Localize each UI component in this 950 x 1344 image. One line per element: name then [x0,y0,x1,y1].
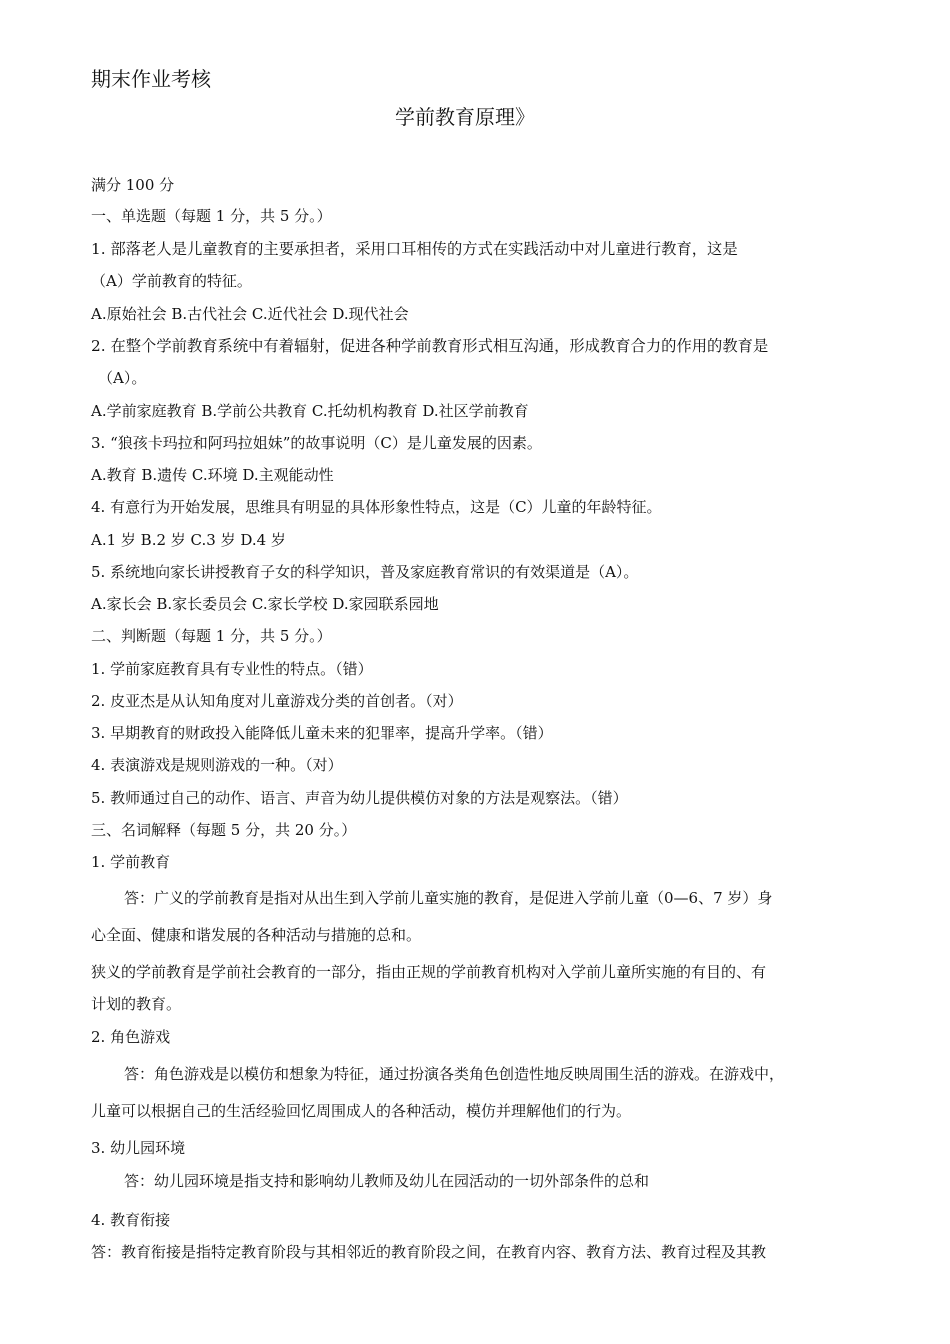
term-title: 4. 教育衔接 [91,1211,171,1229]
term-title: 1. 学前教育 [91,853,171,871]
document-title: 学前教育原理》 [395,105,535,129]
question-text: 2. 在整个学前教育系统中有着辐射，促进各种学前教育形式相互沟通，形成教育合力的作用的教育是 [91,337,769,355]
question-text: 5. 系统地向家长讲授教育子女的科学知识，普及家庭教育常识的有效渠道是（A）。 [91,563,639,581]
term-answer: 答：幼儿园环境是指支持和影响幼儿教师及幼儿在园活动的一切外部条件的总和 [124,1172,650,1190]
section-heading: 三、名词解释（每题 5 分，共 20 分。） [91,821,357,839]
full-score: 满分 100 分 [91,176,175,194]
judgment-item: 2. 皮亚杰是从认知角度对儿童游戏分类的首创者。（对） [91,692,463,710]
term-answer: 答：角色游戏是以模仿和想象为特征，通过扮演各类角色创造性地反映周围生活的游戏。在游戏中， [124,1065,785,1083]
term-answer: 计划的教育。 [91,995,182,1013]
question-text: （A）学前教育的特征。 [91,272,252,290]
term-answer: 答：广义的学前教育是指对从出生到入学前儿童实施的教育，是促进入学前儿童（0—6、7 岁）身 [124,889,773,907]
question-text: （A）。 [98,369,147,387]
question-options: A.家长会 B.家长委员会 C.家长学校 D.家园联系园地 [91,595,439,613]
question-options: A.1 岁 B.2 岁 C.3 岁 D.4 岁 [91,531,286,549]
question-text: 4. 有意行为开始发展，思维具有明显的具体形象性特点，这是（C）儿童的年龄特征。 [91,498,662,516]
question-options: A.原始社会 B.古代社会 C.近代社会 D.现代社会 [91,305,409,323]
section-heading: 二、判断题（每题 1 分，共 5 分。） [91,627,332,645]
judgment-item: 1. 学前家庭教育具有专业性的特点。（错） [91,660,373,678]
header-label: 期末作业考核 [91,67,211,91]
question-text: 3. “狼孩卡玛拉和阿玛拉姐妹”的故事说明（C）是儿童发展的因素。 [91,434,542,452]
question-options: A.学前家庭教育 B.学前公共教育 C.托幼机构教育 D.社区学前教育 [91,402,529,420]
judgment-item: 4. 表演游戏是规则游戏的一种。（对） [91,756,343,774]
term-title: 2. 角色游戏 [91,1028,171,1046]
term-answer: 狭义的学前教育是学前社会教育的一部分，指由正规的学前教育机构对入学前儿童所实施的有目的、有 [91,963,767,981]
term-answer: 心全面、健康和谐发展的各种活动与措施的总和。 [91,926,422,944]
section-heading: 一、单选题（每题 1 分，共 5 分。） [91,207,332,225]
judgment-item: 3. 早期教育的财政投入能降低儿童未来的犯罪率，提高升学率。（错） [91,724,553,742]
question-options: A.教育 B.遗传 C.环境 D.主观能动性 [91,466,334,484]
judgment-item: 5. 教师通过自己的动作、语言、声音为幼儿提供模仿对象的方法是观察法。（错） [91,789,628,807]
term-title: 3. 幼儿园环境 [91,1139,186,1157]
term-answer: 答：教育衔接是指特定教育阶段与其相邻近的教育阶段之间，在教育内容、教育方法、教育过程及其教 [91,1243,767,1261]
term-answer: 儿童可以根据自己的生活经验回忆周围成人的各种活动，模仿并理解他们的行为。 [91,1102,632,1120]
question-text: 1. 部落老人是儿童教育的主要承担者，采用口耳相传的方式在实践活动中对儿童进行教育，这是 [91,240,738,258]
